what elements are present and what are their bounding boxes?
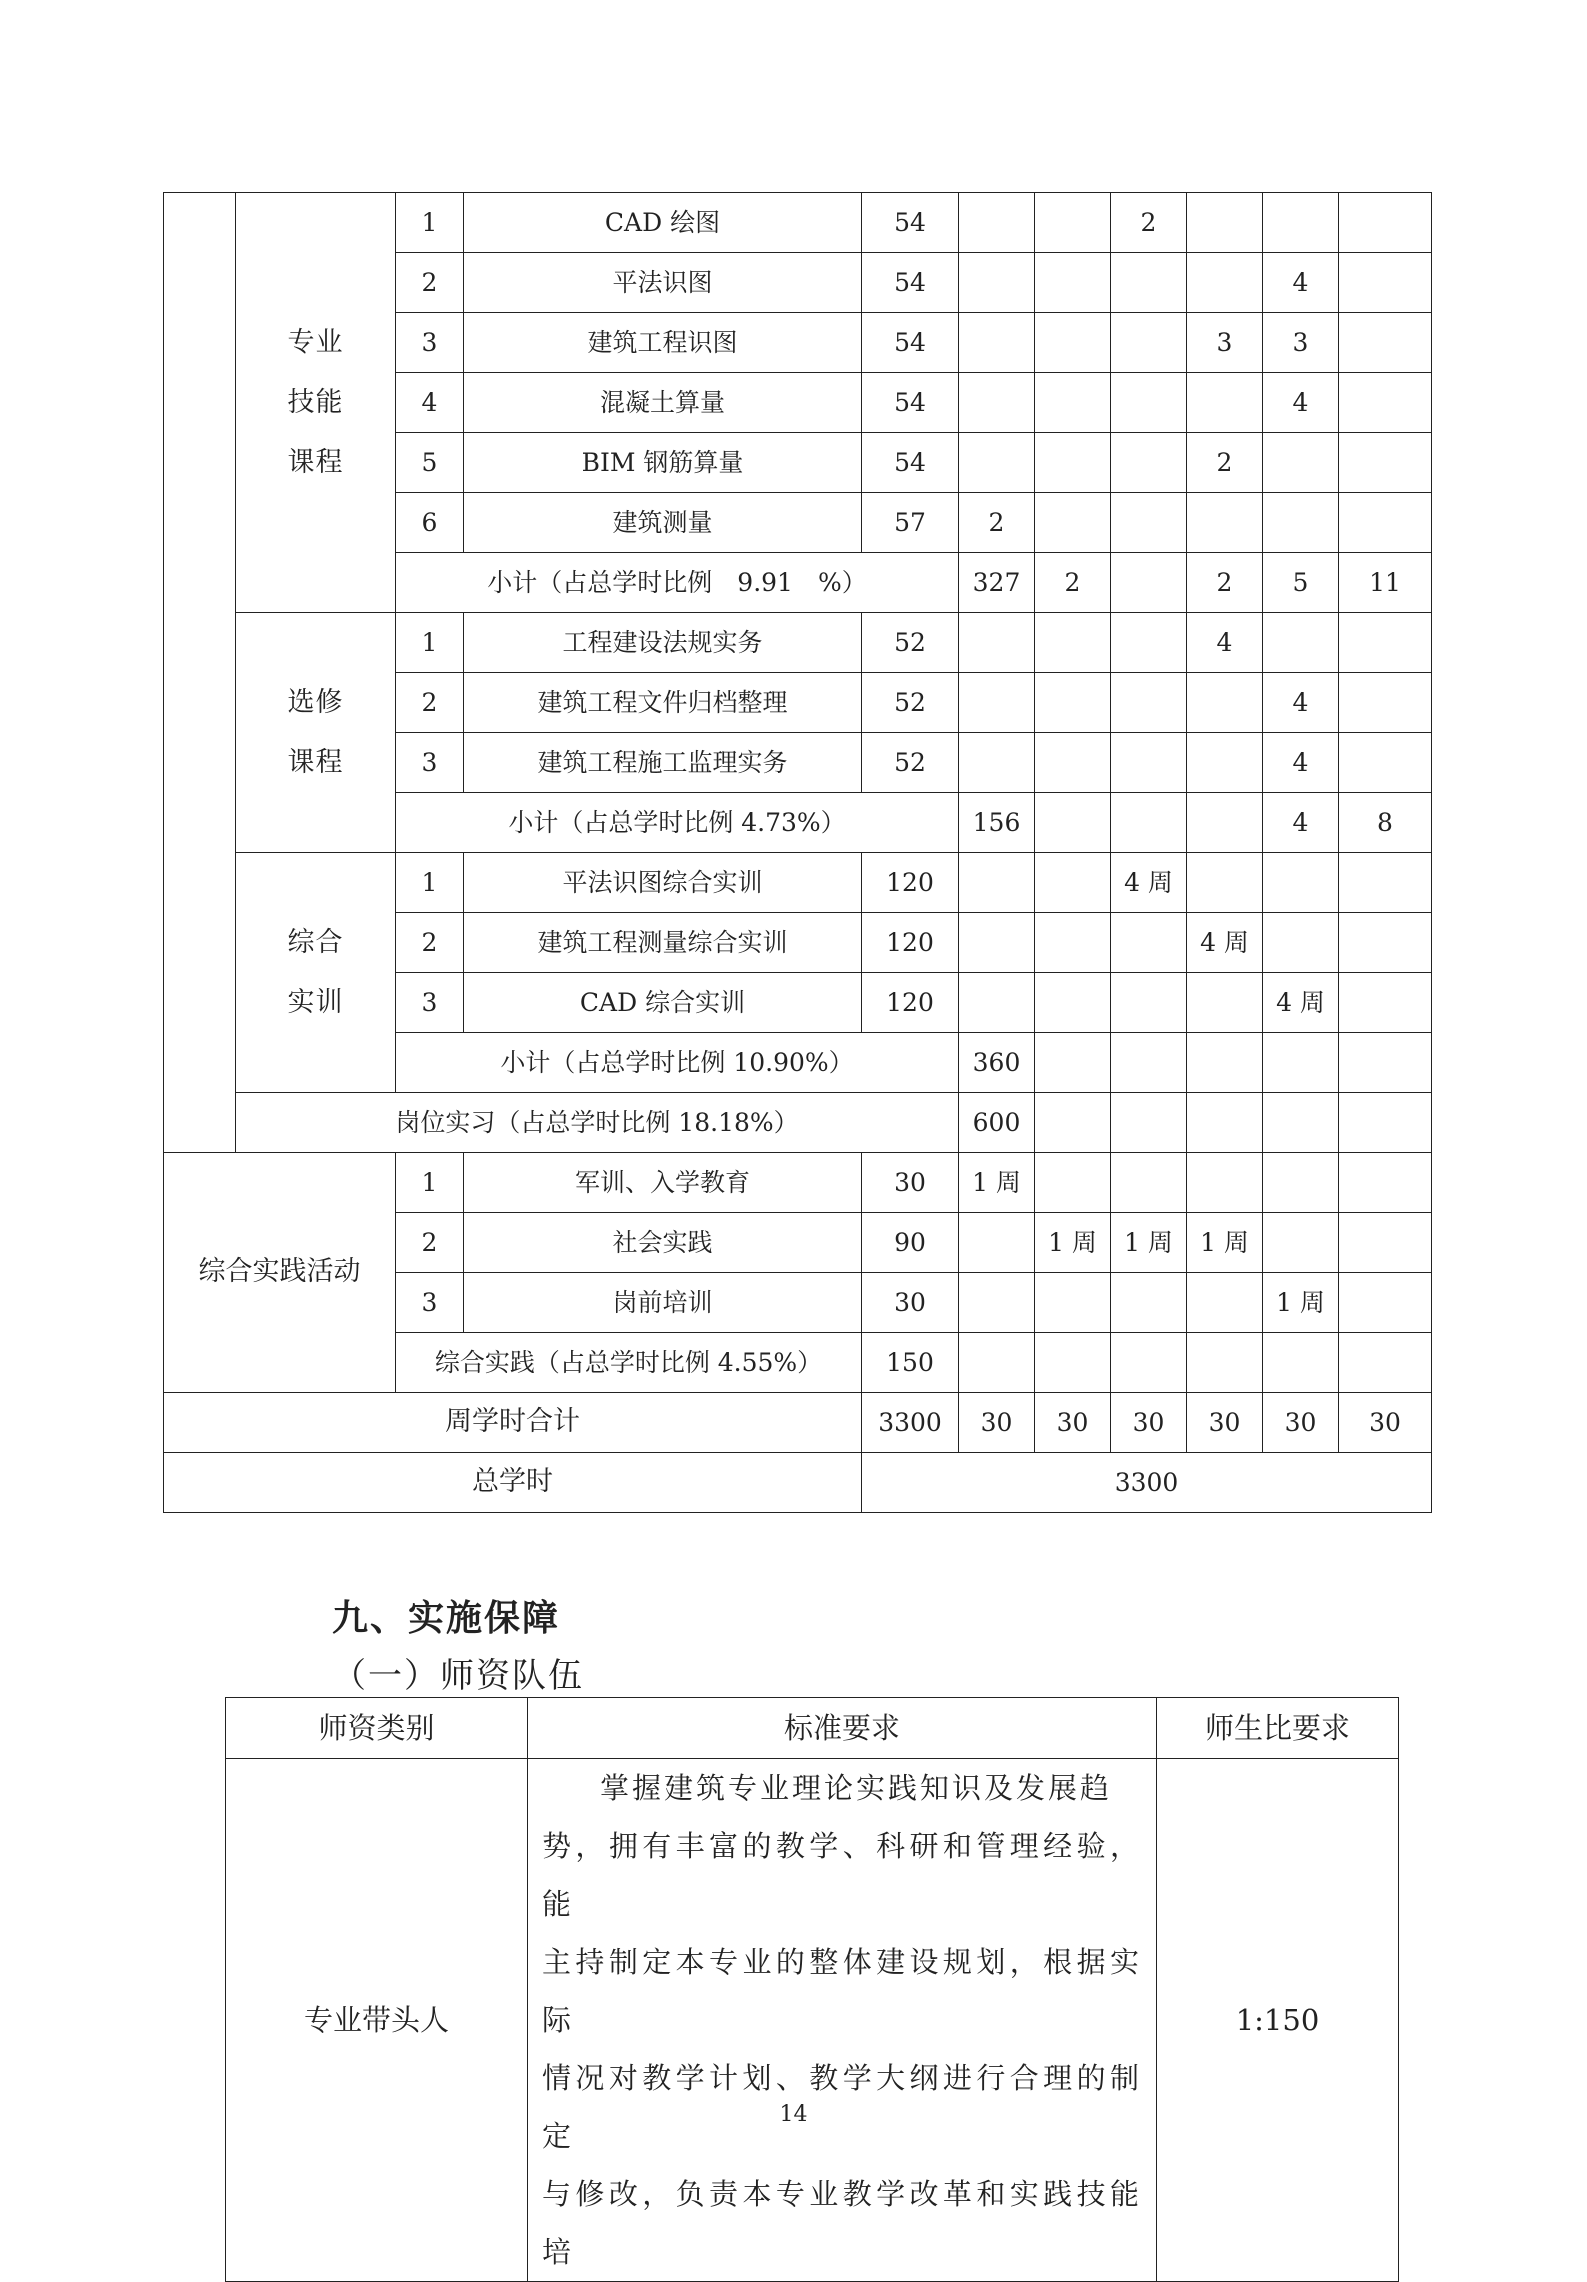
grand-total-row (164, 1453, 1432, 1513)
row-number: 1 (396, 1153, 464, 1213)
semester-hours-cell: 3 (1187, 313, 1263, 373)
semester-hours-cell (1111, 1273, 1187, 1333)
semester-hours-cell: 4 周 (1187, 913, 1263, 973)
semester-hours-cell (1339, 1333, 1432, 1393)
semester-hours-cell (1111, 1153, 1187, 1213)
row-number: 3 (396, 733, 464, 793)
requirement-line: 掌握建筑专业理论实践知识及发展趋 (600, 1771, 1113, 1805)
semester-hours-cell (1263, 613, 1339, 673)
course-hours: 54 (862, 193, 959, 253)
semester-hours-cell (1035, 433, 1111, 493)
semester-hours-cell (959, 853, 1035, 913)
course-hours: 57 (862, 493, 959, 553)
semester-hours-cell (1035, 913, 1111, 973)
semester-hours-cell (959, 613, 1035, 673)
course-name: 平法识图 (464, 253, 862, 313)
course-name: 建筑测量 (464, 493, 862, 553)
semester-hours-cell (1263, 1093, 1339, 1153)
category-cell (164, 193, 236, 1153)
semester-hours-cell (959, 1213, 1035, 1273)
semester-hours-cell (1035, 253, 1111, 313)
group-label (236, 853, 396, 1093)
column-header: 师生比要求 (1157, 1698, 1399, 1759)
course-row (164, 853, 1432, 913)
course-hours: 30 (862, 1153, 959, 1213)
semester-hours-cell: 30 (1187, 1393, 1263, 1453)
course-name: 建筑工程识图 (464, 313, 862, 373)
semester-hours-cell (1111, 1333, 1187, 1393)
practice-group-label: 综合实践活动 (164, 1153, 396, 1393)
semester-hours-cell (959, 313, 1035, 373)
group-label-line: 课程 (287, 446, 344, 478)
subtotal-label: 综合实践（占总学时比例 4.55%） (396, 1333, 862, 1393)
semester-hours-cell (1339, 373, 1432, 433)
semester-hours-cell: 2 (1035, 553, 1111, 613)
faculty-table-header-row (226, 1698, 1399, 1759)
group-label-line: 实训 (287, 986, 344, 1018)
semester-hours-cell (1339, 973, 1432, 1033)
requirement-line: 势，拥有丰富的教学、科研和管理经验，能 (542, 1829, 1142, 1921)
semester-hours-cell (1187, 1333, 1263, 1393)
semester-hours-cell (1339, 193, 1432, 253)
semester-hours-cell: 3 (1263, 313, 1339, 373)
weekly-total-row (164, 1393, 1432, 1453)
group-label (236, 193, 396, 613)
semester-hours-cell (1111, 493, 1187, 553)
section-subheading: （一）师资队伍 (332, 1656, 584, 1696)
semester-hours-cell (1263, 493, 1339, 553)
semester-hours-cell: 2 (1111, 193, 1187, 253)
semester-hours-cell (1187, 853, 1263, 913)
semester-hours-cell (1035, 973, 1111, 1033)
semester-hours-cell (1111, 973, 1187, 1033)
semester-hours-cell (959, 1273, 1035, 1333)
semester-hours-cell (1187, 493, 1263, 553)
semester-hours-cell: 1 周 (1035, 1213, 1111, 1273)
semester-hours-cell: 1 周 (1263, 1273, 1339, 1333)
grand-total-value: 3300 (862, 1453, 1432, 1513)
requirement-line: 情况对教学计划、教学大纲进行合理的制定 (542, 2061, 1142, 2153)
semester-hours-cell: 1 周 (1187, 1213, 1263, 1273)
row-number: 2 (396, 1213, 464, 1273)
semester-hours-cell: 30 (1339, 1393, 1432, 1453)
course-row (164, 193, 1432, 253)
semester-hours-cell (1187, 733, 1263, 793)
course-hours: 54 (862, 373, 959, 433)
course-hours: 54 (862, 253, 959, 313)
semester-hours-cell (1339, 253, 1432, 313)
course-schedule-table (163, 192, 1432, 1513)
semester-hours-cell (1035, 313, 1111, 373)
semester-hours-cell (1187, 673, 1263, 733)
semester-hours-cell (959, 973, 1035, 1033)
semester-hours-cell: 30 (959, 1393, 1035, 1453)
semester-hours-cell (1111, 733, 1187, 793)
course-name: 军训、入学教育 (464, 1153, 862, 1213)
internship-hours: 600 (959, 1093, 1035, 1153)
semester-hours-cell (1111, 253, 1187, 313)
semester-hours-cell (1111, 553, 1187, 613)
semester-hours-cell: 4 (1263, 733, 1339, 793)
group-label-line: 课程 (287, 746, 344, 778)
page-number: 14 (779, 2102, 808, 2127)
semester-hours-cell (1111, 313, 1187, 373)
semester-hours-cell: 5 (1263, 553, 1339, 613)
semester-hours-cell (1339, 1153, 1432, 1213)
staff-ratio: 1:150 (1157, 1759, 1399, 2282)
course-name: 建筑工程测量综合实训 (464, 913, 862, 973)
semester-hours-cell (1263, 1033, 1339, 1093)
staff-category: 专业带头人 (226, 1759, 528, 2282)
semester-hours-cell (1339, 913, 1432, 973)
semester-hours-cell (1111, 613, 1187, 673)
semester-hours-cell (1035, 793, 1111, 853)
internship-label: 岗位实习（占总学时比例 18.18%） (236, 1093, 959, 1153)
row-number: 1 (396, 613, 464, 673)
semester-hours-cell: 4 (1187, 613, 1263, 673)
semester-hours-cell (1035, 733, 1111, 793)
semester-hours-cell (1035, 1273, 1111, 1333)
section-heading: 九、实施保障 (332, 1598, 561, 1639)
course-name: 建筑工程文件归档整理 (464, 673, 862, 733)
semester-hours-cell (1111, 673, 1187, 733)
semester-hours-cell (1339, 1213, 1432, 1273)
semester-hours-cell (959, 673, 1035, 733)
semester-hours-cell (959, 373, 1035, 433)
course-name: CAD 综合实训 (464, 973, 862, 1033)
row-number: 3 (396, 973, 464, 1033)
course-name: CAD 绘图 (464, 193, 862, 253)
group-label-line: 选修 (287, 686, 344, 718)
practice-row (164, 1153, 1432, 1213)
course-row (164, 613, 1432, 673)
semester-hours-cell (1263, 193, 1339, 253)
semester-hours-cell: 4 周 (1111, 853, 1187, 913)
course-name: 岗前培训 (464, 1273, 862, 1333)
staff-requirement (528, 1759, 1157, 2282)
semester-hours-cell: 2 (1187, 553, 1263, 613)
semester-hours-cell (1339, 613, 1432, 673)
semester-hours-cell (1187, 193, 1263, 253)
course-name: 平法识图综合实训 (464, 853, 862, 913)
semester-hours-cell: 4 周 (1263, 973, 1339, 1033)
semester-hours-cell: 8 (1339, 793, 1432, 853)
semester-hours-cell (1339, 1273, 1432, 1333)
semester-hours-cell: 11 (1339, 553, 1432, 613)
semester-hours-cell: 2 (959, 493, 1035, 553)
semester-hours-cell (1187, 973, 1263, 1033)
requirement-line: 与修改，负责本专业教学改革和实践技能培 (542, 2177, 1142, 2269)
subtotal-hours: 156 (959, 793, 1035, 853)
semester-hours-cell (1339, 433, 1432, 493)
semester-hours-cell (1187, 1033, 1263, 1093)
semester-hours-cell (1339, 673, 1432, 733)
course-hours: 52 (862, 733, 959, 793)
subtotal-label: 小计（占总学时比例 4.73%） (396, 793, 959, 853)
course-hours: 52 (862, 673, 959, 733)
course-hours: 120 (862, 913, 959, 973)
semester-hours-cell: 30 (1263, 1393, 1339, 1453)
semester-hours-cell: 30 (1035, 1393, 1111, 1453)
group-label-line: 综合 (287, 926, 344, 958)
row-number: 3 (396, 313, 464, 373)
faculty-table (225, 1697, 1399, 2282)
subtotal-label: 小计（占总学时比例 9.91 %） (396, 553, 959, 613)
course-hours: 90 (862, 1213, 959, 1273)
semester-hours-cell (1339, 493, 1432, 553)
semester-hours-cell: 30 (1111, 1393, 1187, 1453)
semester-hours-cell (1111, 373, 1187, 433)
semester-hours-cell (1339, 1093, 1432, 1153)
course-hours: 120 (862, 973, 959, 1033)
semester-hours-cell (1263, 1153, 1339, 1213)
course-name: 工程建设法规实务 (464, 613, 862, 673)
group-label-line: 专业 (287, 326, 344, 358)
semester-hours-cell (1263, 433, 1339, 493)
semester-hours-cell (1111, 793, 1187, 853)
row-number: 2 (396, 673, 464, 733)
semester-hours-cell (1035, 193, 1111, 253)
semester-hours-cell (1263, 1333, 1339, 1393)
subtotal-label: 小计（占总学时比例 10.90%） (396, 1033, 959, 1093)
row-number: 5 (396, 433, 464, 493)
row-number: 6 (396, 493, 464, 553)
semester-hours-cell (1035, 613, 1111, 673)
semester-hours-cell (1339, 853, 1432, 913)
row-number: 2 (396, 253, 464, 313)
semester-hours-cell: 1 周 (1111, 1213, 1187, 1273)
semester-hours-cell (1111, 1093, 1187, 1153)
semester-hours-cell (1035, 1093, 1111, 1153)
row-number: 2 (396, 913, 464, 973)
semester-hours-cell (1035, 1333, 1111, 1393)
semester-hours-cell (1339, 733, 1432, 793)
course-name: 混凝土算量 (464, 373, 862, 433)
semester-hours-cell (1035, 493, 1111, 553)
course-hours: 120 (862, 853, 959, 913)
semester-hours-cell (1035, 1153, 1111, 1213)
semester-hours-cell (1263, 1213, 1339, 1273)
semester-hours-cell: 4 (1263, 673, 1339, 733)
semester-hours-cell (1187, 373, 1263, 433)
course-hours: 52 (862, 613, 959, 673)
semester-hours-cell (1035, 673, 1111, 733)
semester-hours-cell (1187, 1273, 1263, 1333)
semester-hours-cell: 4 (1263, 253, 1339, 313)
semester-hours-cell (1339, 313, 1432, 373)
semester-hours-cell: 1 周 (959, 1153, 1035, 1213)
faculty-table-row (226, 1759, 1399, 2282)
row-number: 1 (396, 853, 464, 913)
group-label (236, 613, 396, 853)
column-header: 师资类别 (226, 1698, 528, 1759)
column-header: 标准要求 (528, 1698, 1157, 1759)
semester-hours-cell (1187, 1153, 1263, 1213)
semester-hours-cell (959, 913, 1035, 973)
semester-hours-cell (1339, 1033, 1432, 1093)
semester-hours-cell: 4 (1263, 793, 1339, 853)
course-name: 建筑工程施工监理实务 (464, 733, 862, 793)
semester-hours-cell (959, 733, 1035, 793)
semester-hours-cell: 2 (1187, 433, 1263, 493)
subtotal-hours: 150 (862, 1333, 959, 1393)
semester-hours-cell (1187, 253, 1263, 313)
semester-hours-cell (1187, 1093, 1263, 1153)
course-hours: 54 (862, 313, 959, 373)
semester-hours-cell (1263, 853, 1339, 913)
row-number: 1 (396, 193, 464, 253)
course-name: 社会实践 (464, 1213, 862, 1273)
semester-hours-cell (1111, 913, 1187, 973)
semester-hours-cell (1111, 1033, 1187, 1093)
subtotal-hours: 360 (959, 1033, 1035, 1093)
semester-hours-cell (1187, 793, 1263, 853)
row-number: 3 (396, 1273, 464, 1333)
course-name: BIM 钢筋算量 (464, 433, 862, 493)
course-hours: 54 (862, 433, 959, 493)
semester-hours-cell: 4 (1263, 373, 1339, 433)
group-label-line: 技能 (287, 386, 344, 418)
semester-hours-cell (959, 433, 1035, 493)
semester-hours-cell (1035, 1033, 1111, 1093)
semester-hours-cell (1111, 433, 1187, 493)
semester-hours-cell (1035, 853, 1111, 913)
row-number: 4 (396, 373, 464, 433)
semester-hours-cell (1035, 373, 1111, 433)
semester-hours-cell (959, 253, 1035, 313)
semester-hours-cell (959, 193, 1035, 253)
requirement-line: 主持制定本专业的整体建设规划，根据实际 (542, 1945, 1142, 2037)
course-hours: 30 (862, 1273, 959, 1333)
semester-hours-cell (1263, 913, 1339, 973)
weekly-total-hours: 3300 (862, 1393, 959, 1453)
semester-hours-cell (959, 1333, 1035, 1393)
subtotal-hours: 327 (959, 553, 1035, 613)
weekly-total-label: 周学时合计 (164, 1393, 862, 1453)
grand-total-label: 总学时 (164, 1453, 862, 1513)
internship-row (164, 1093, 1432, 1153)
